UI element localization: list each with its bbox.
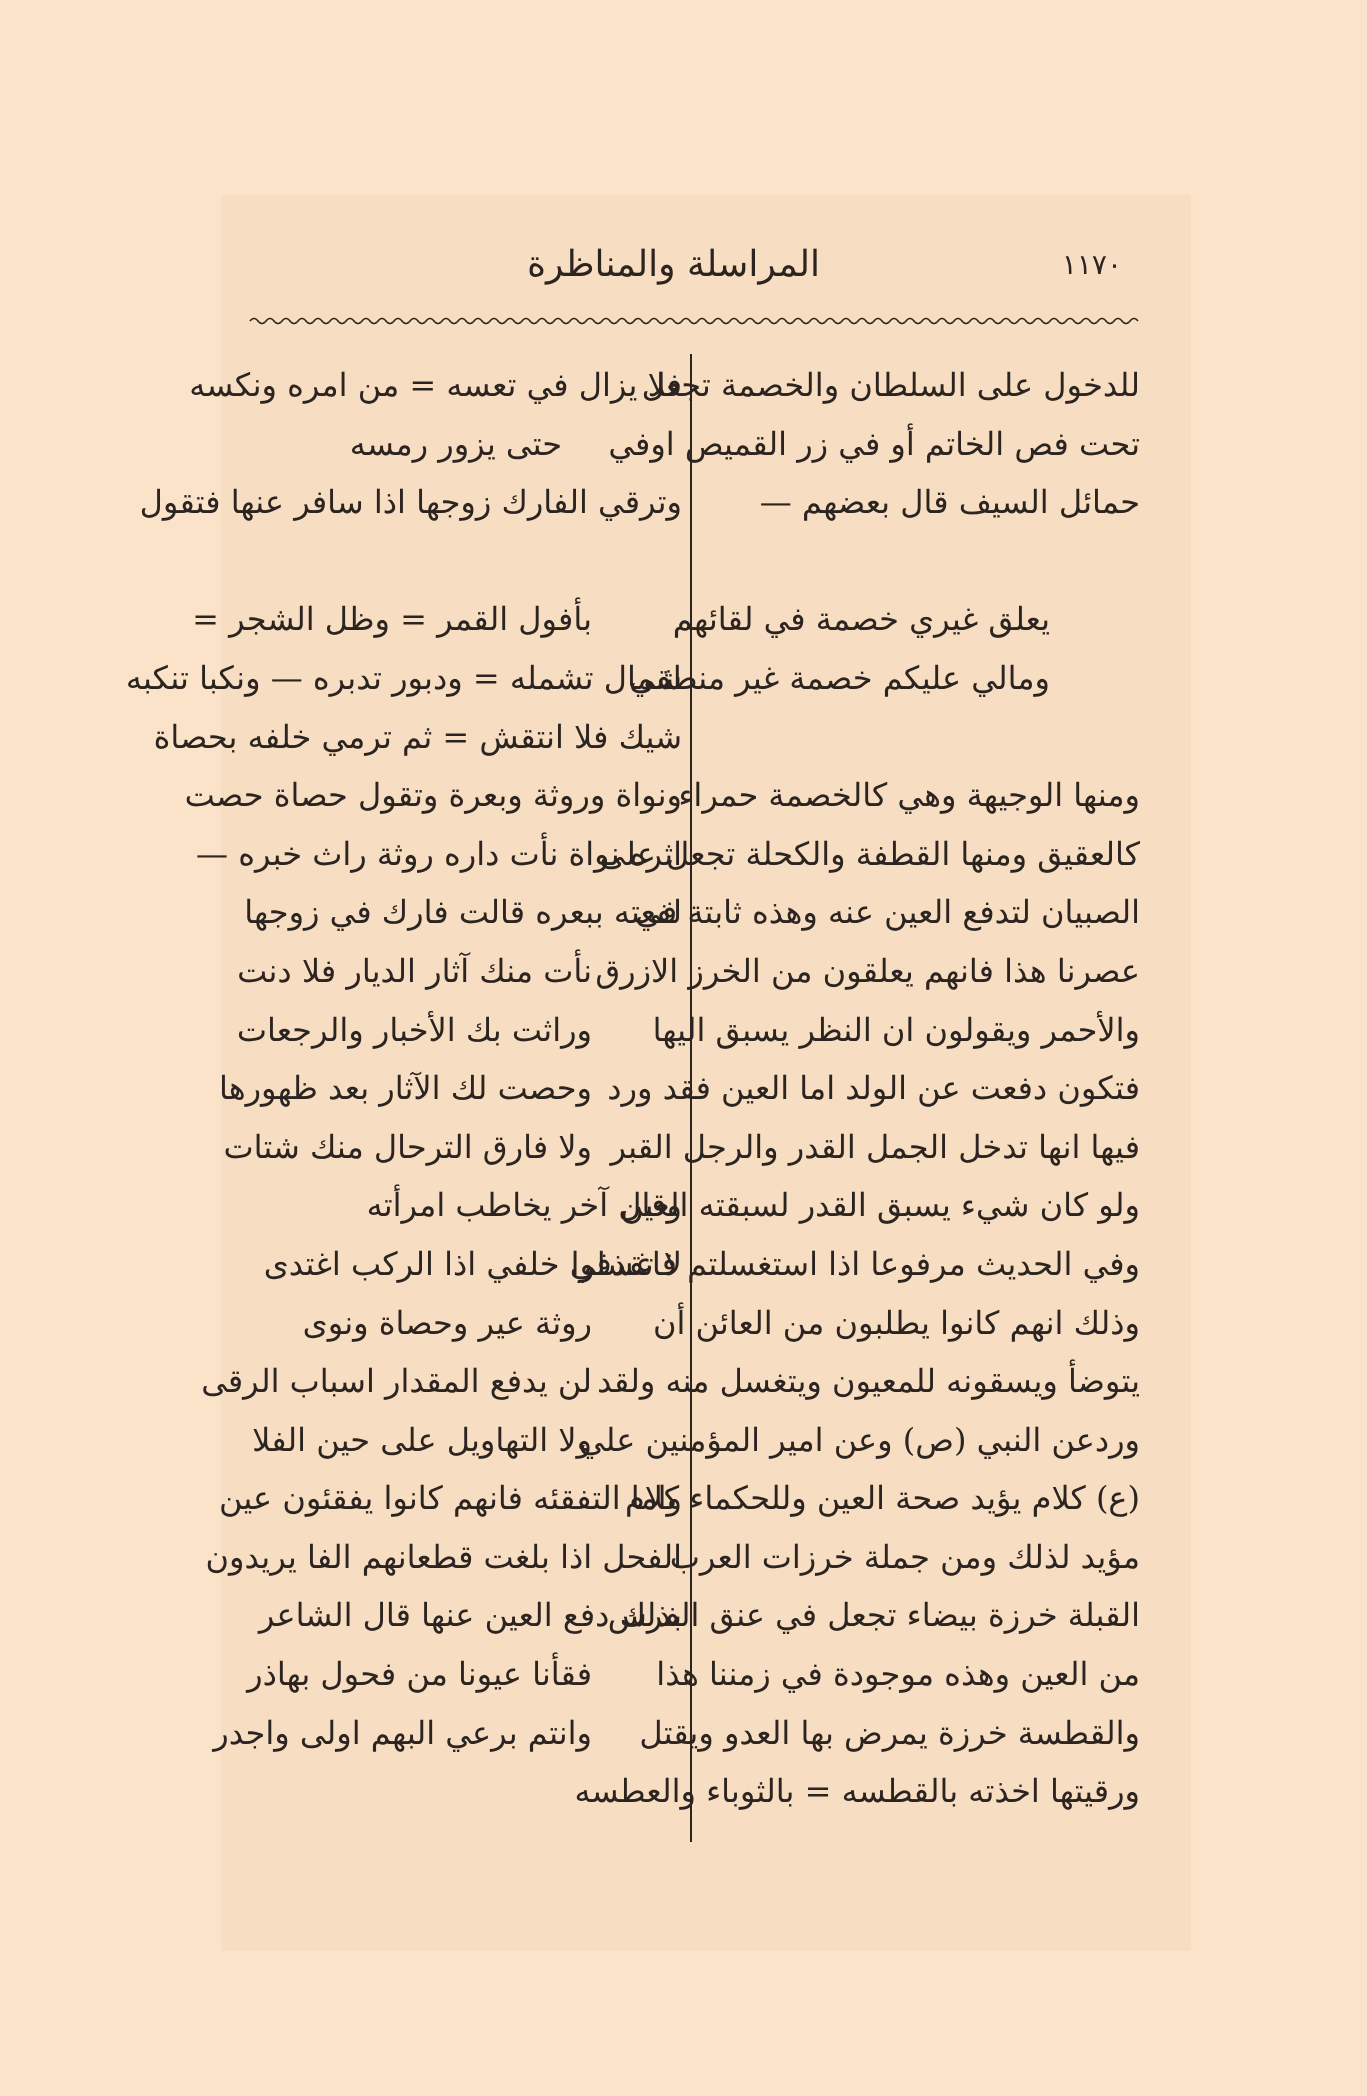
text-line: ومالي عليكم خصمة غير منطقي <box>629 658 1050 697</box>
text-line: وذلك انهم كانوا يطلبون من العائن أن <box>652 1303 1140 1342</box>
text-line: وردعن النبي (ص) وعن امير المؤمنين علي <box>578 1420 1140 1459</box>
page-number: ١١٧٠ <box>1061 248 1122 281</box>
text-line: بذلك دفع العين عنها قال الشاعر <box>258 1596 682 1635</box>
page-header <box>250 244 1130 304</box>
text-line: والأحمر ويقولون ان النظر يسبق اليها <box>652 1010 1140 1049</box>
text-line: فلا يزال في تعسه = من امره ونكسه <box>189 366 682 404</box>
text-line: لفعته ببعره قالت فارك في زوجها <box>244 893 682 932</box>
text-line: وترقي الفارك زوجها اذا سافر عنها فتقول <box>139 483 682 522</box>
text-line: واما التفقئه فانهم كانوا يفقئون عين <box>219 1479 682 1518</box>
text-line: اثره نواة نأت داره روثة راث خبره — <box>196 834 682 873</box>
text-line: يتوضأ ويسقونه للمعيون ويتغسل منه ولقد <box>597 1362 1140 1401</box>
text-line <box>702 532 1140 591</box>
text-line: من العين وهذه موجودة في زمننا هذا <box>656 1655 1140 1694</box>
text-line: (ع) كلام يؤيد صحة العين وللحكماء كلام <box>624 1479 1140 1518</box>
text-line: لا تقذفي خلفي اذا الركب اغتدى <box>263 1244 682 1283</box>
text-line: روثة عير وحصاة ونوى <box>302 1303 592 1342</box>
text-line: لن يدفع المقدار اسباب الرقى <box>201 1362 592 1401</box>
text-line: فقأنا عيونا من فحول بهاذر <box>247 1655 592 1694</box>
text-line: ومنها الوجيهة وهي كالخصمة حمراء <box>678 776 1140 815</box>
text-line: كالعقيق ومنها القطفة والكحلة تجعل على <box>599 834 1140 873</box>
text-line: تحت فص الخاتم أو في زر القميص اوفي <box>608 424 1140 463</box>
right-column <box>570 356 1140 1821</box>
text-line: وراثت بك الأخبار والرجعات <box>236 1010 592 1049</box>
text-line: حمائل السيف قال بعضهم — <box>759 483 1140 522</box>
text-line <box>242 532 682 591</box>
text-line: بأفول القمر = وظل الشجر = <box>192 600 592 639</box>
text-line: ونواة وروثة وبعرة وتقول حصاة حصت <box>184 776 682 815</box>
text-line: والقطسة خرزة يمرض بها العدو ويقتل <box>639 1713 1140 1752</box>
text-line: وحصت لك الآثار بعد ظهورها <box>218 1069 592 1108</box>
text-line: حتى يزور رمسه <box>349 424 562 463</box>
text-line: وقال آخر يخاطب امرأته <box>366 1186 682 1225</box>
text-line: شمال تشمله = ودبور تدبره — ونكبا تنكبه <box>125 658 682 697</box>
text-line: يعلق غيري خصمة في لقائهم <box>672 600 1050 639</box>
text-line: عصرنا هذا فانهم يعلقون من الخرز الازرق <box>595 951 1140 990</box>
text-line: مؤيد لذلك ومن جملة خرزات العرب <box>669 1537 1140 1576</box>
text-line: الصبيان لتدفع العين عنه وهذه ثابتة في <box>635 893 1140 932</box>
text-line: وفي الحديث مرفوعا اذا استغسلتم فاغسلوا <box>570 1244 1140 1283</box>
text-line: وانتم برعي البهم اولى واجدر <box>213 1713 592 1752</box>
wavy-header-rule <box>250 314 1136 328</box>
text-line: ولو كان شيء يسبق القدر لسبقته العين <box>620 1186 1140 1225</box>
text-line: نأت منك آثار الديار فلا دنت <box>237 951 592 990</box>
left-column <box>125 356 682 1762</box>
text-line: ولا التهاويل على حين الفلا <box>252 1420 592 1459</box>
book-page <box>125 196 1190 1950</box>
running-title: المراسلة والمناظرة <box>527 244 820 285</box>
text-line: فتكون دفعت عن الولد اما العين فقد ورد <box>607 1069 1140 1108</box>
text-line: للدخول على السلطان والخصمة تجعل <box>641 366 1140 404</box>
text-line: القبلة خرزة بيضاء تجعل في عنق الفرس <box>607 1596 1140 1635</box>
text-line: ولا فارق الترحال منك شتات <box>223 1127 592 1166</box>
text-line: فيها انها تدخل الجمل القدر والرجل القبر <box>610 1127 1140 1166</box>
text-line: شيك فلا انتقش = ثم ترمي خلفه بحصاة <box>153 717 682 756</box>
text-line: الفحل اذا بلغت قطعانهم الفا يريدون <box>205 1537 682 1576</box>
text-line <box>702 708 1140 767</box>
text-line: ورقيتها اخذته بالقطسه = بالثوباء والعطسه <box>574 1772 1140 1811</box>
